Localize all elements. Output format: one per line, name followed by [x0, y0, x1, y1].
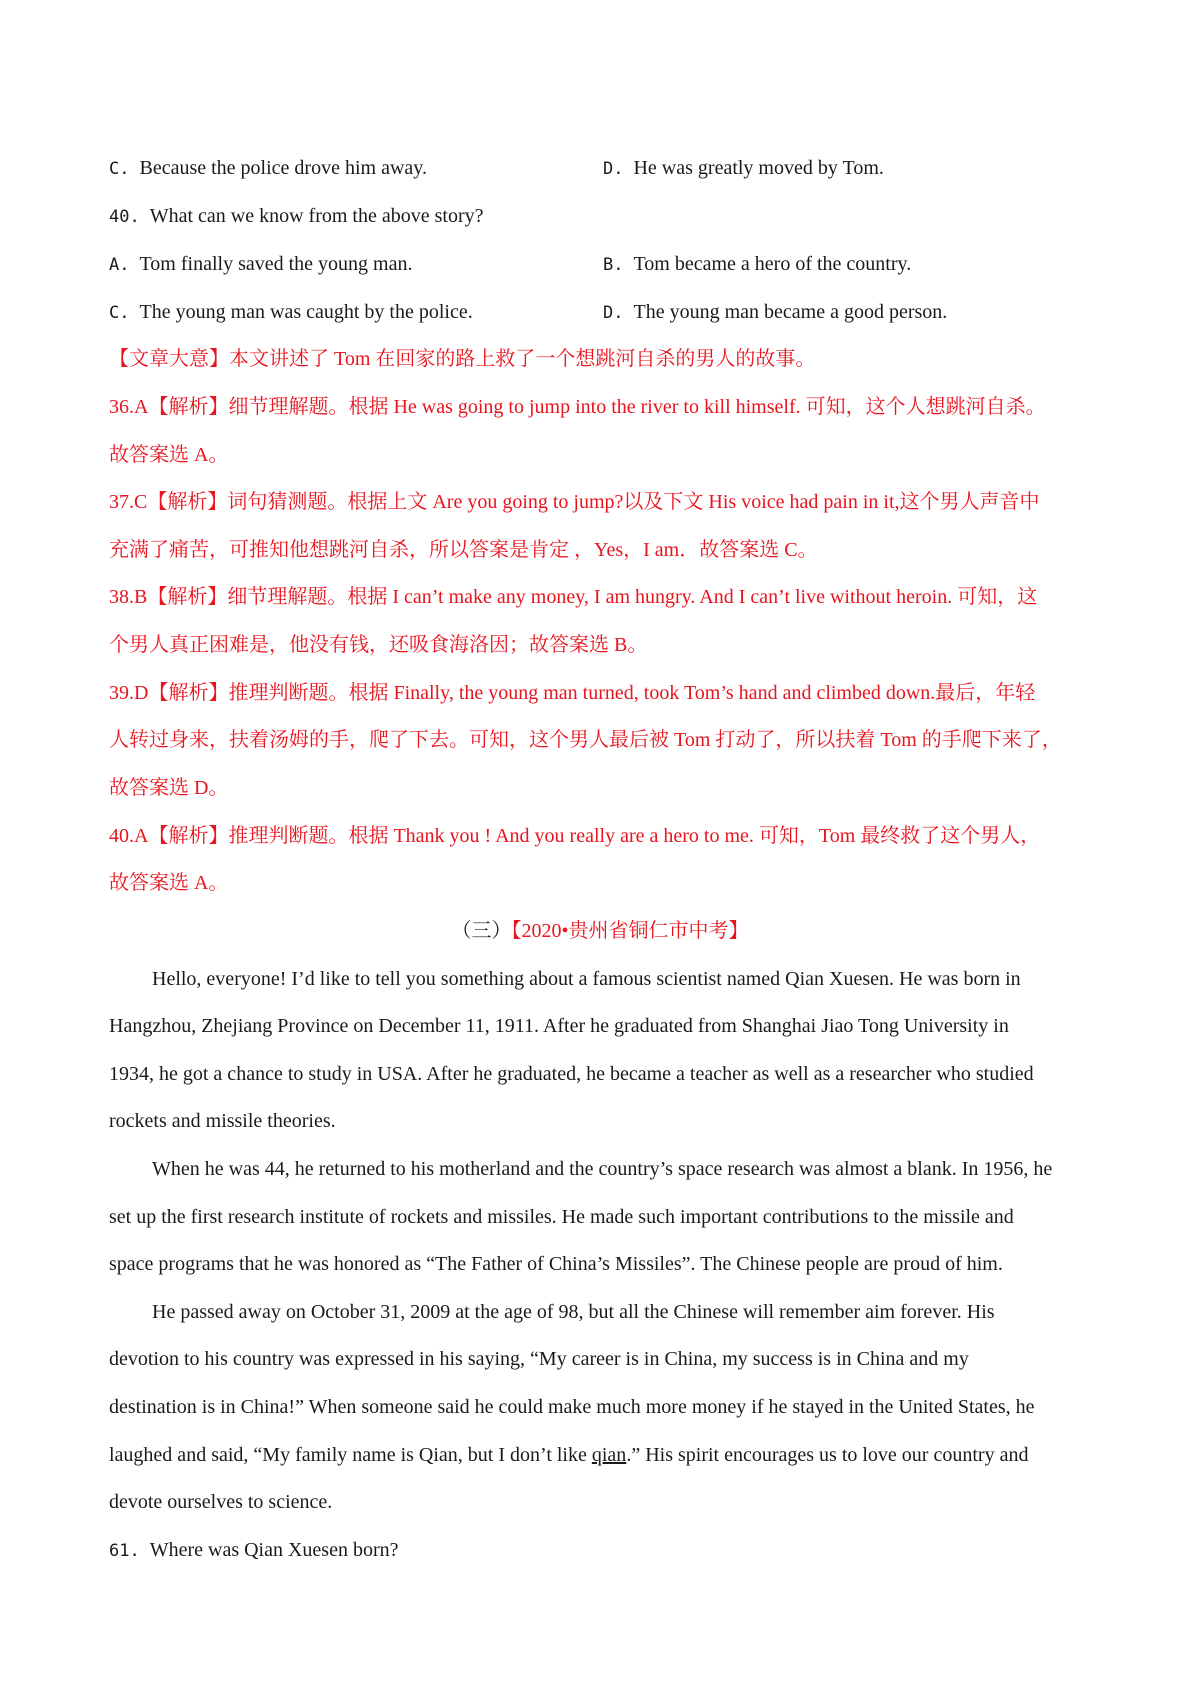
analysis-38-line-2: 个男人真正困难是，他没有钱，还吸食海洛因；故答案选 B。 — [109, 634, 648, 656]
option-text: Because the police drove him away. — [139, 157, 427, 179]
question-number: 61. — [109, 1541, 140, 1561]
q40-question — [109, 202, 484, 231]
passage-p3-line-2: devotion to his country was expressed in his saying, “My career is in China, my success is in China and my — [109, 1348, 969, 1370]
analysis-36-line-2: 故答案选 A。 — [109, 444, 229, 466]
passage-p1-line-2: Hangzhou, Zhejiang Province on December 11, 1911. After he graduated from Shanghai Jiao Tong University in — [109, 1015, 1009, 1037]
option-text: Tom finally saved the young man. — [139, 253, 413, 275]
question-text: What can we know from the above story? — [149, 205, 484, 227]
analysis-37-line-2: 充满了痛苦，可推知他想跳河自杀，所以答案是肯定 ，Yes，I am．故答案选 C。 — [109, 539, 818, 561]
passage-p2-line-3: space programs that he was honored as “The Father of China’s Missiles”. The Chinese people are proud of him. — [109, 1253, 1003, 1275]
section-title: 【2020•贵州省铜仁市中考】 — [511, 920, 749, 942]
q39-option-c — [109, 154, 427, 183]
analysis-40-line-2: 故答案选 A。 — [109, 872, 229, 894]
q40-option-a — [109, 250, 412, 279]
option-letter: D. — [603, 303, 624, 323]
option-text: The young man was caught by the police. — [139, 301, 473, 323]
passage-p3-line-5: devote ourselves to science. — [109, 1491, 333, 1513]
option-letter: D. — [603, 159, 624, 179]
option-letter: A. — [109, 255, 130, 275]
question-text: Where was Qian Xuesen born? — [149, 1539, 399, 1561]
analysis-summary: 【文章大意】本文讲述了 Tom 在回家的路上救了一个想跳河自杀的男人的故事。 — [109, 348, 816, 370]
q40-option-d — [603, 298, 947, 327]
section-prefix: （三） — [451, 920, 512, 942]
question-number: 40. — [109, 207, 140, 227]
passage-p3-line-3: destination is in China!” When someone said he could make much more money if he stayed in the United States, he — [109, 1396, 1035, 1418]
section-header — [0, 917, 1200, 945]
passage-p1-line-1: Hello, everyone! I’d like to tell you something about a famous scientist named Qian Xuesen. He was born in — [152, 968, 1021, 990]
analysis-39-line-2: 人转过身来，扶着汤姆的手，爬了下去。可知，这个男人最后被 Tom 打动了，所以扶着 Tom 的手爬下来了， — [109, 729, 1062, 751]
option-text: Tom became a hero of the country. — [633, 253, 912, 275]
passage-p3-line-4 — [109, 1441, 1028, 1469]
q39-option-d — [603, 154, 884, 183]
passage-p1-line-4: rockets and missile theories. — [109, 1110, 336, 1132]
passage-p2-line-2: set up the first research institute of rockets and missiles. He made such important contributions to the missile and — [109, 1206, 1014, 1228]
analysis-40-line-1: 40.A【解析】推理判断题。根据 Thank you ! And you really are a hero to me. 可知，Tom 最终救了这个男人， — [109, 825, 1041, 847]
passage-p1-line-3: 1934, he got a chance to study in USA. After he graduated, he became a teacher as well as a researcher who studied — [109, 1063, 1034, 1085]
passage-p3-line-1: He passed away on October 31, 2009 at the age of 98, but all the Chinese will remember aim forever. His — [152, 1301, 995, 1323]
q61-question — [109, 1536, 399, 1565]
analysis-39-line-3: 故答案选 D。 — [109, 777, 229, 799]
option-text: The young man became a good person. — [633, 301, 948, 323]
option-text: He was greatly moved by Tom. — [633, 157, 884, 179]
text-segment: laughed and said, “My family name is Qian, but I don’t like — [109, 1444, 592, 1466]
option-letter: C. — [109, 159, 130, 179]
analysis-37-line-1: 37.C【解析】词句猜测题。根据上文 Are you going to jump?以及下文 His voice had pain in it,这个男人声音中 — [109, 491, 1040, 513]
text-segment: .” His spirit encourages us to love our country and — [626, 1444, 1029, 1466]
analysis-39-line-1: 39.D【解析】推理判断题。根据 Finally, the young man turned, took Tom’s hand and climbed down.最后，年轻 — [109, 682, 1036, 704]
passage-p2-line-1: When he was 44, he returned to his motherland and the country’s space research was almost a blank. In 1956, he — [152, 1158, 1053, 1180]
option-letter: C. — [109, 303, 130, 323]
q40-option-c — [109, 298, 473, 327]
analysis-38-line-1: 38.B【解析】细节理解题。根据 I can’t make any money, I am hungry. And I can’t live without heroin. 可知，这 — [109, 586, 1038, 608]
analysis-36-line-1: 36.A【解析】细节理解题。根据 He was going to jump into the river to kill himself. 可知，这个人想跳河自杀。 — [109, 396, 1046, 418]
underlined-word: qian — [591, 1444, 627, 1466]
q40-option-b — [603, 250, 911, 279]
option-letter: B. — [603, 255, 624, 275]
